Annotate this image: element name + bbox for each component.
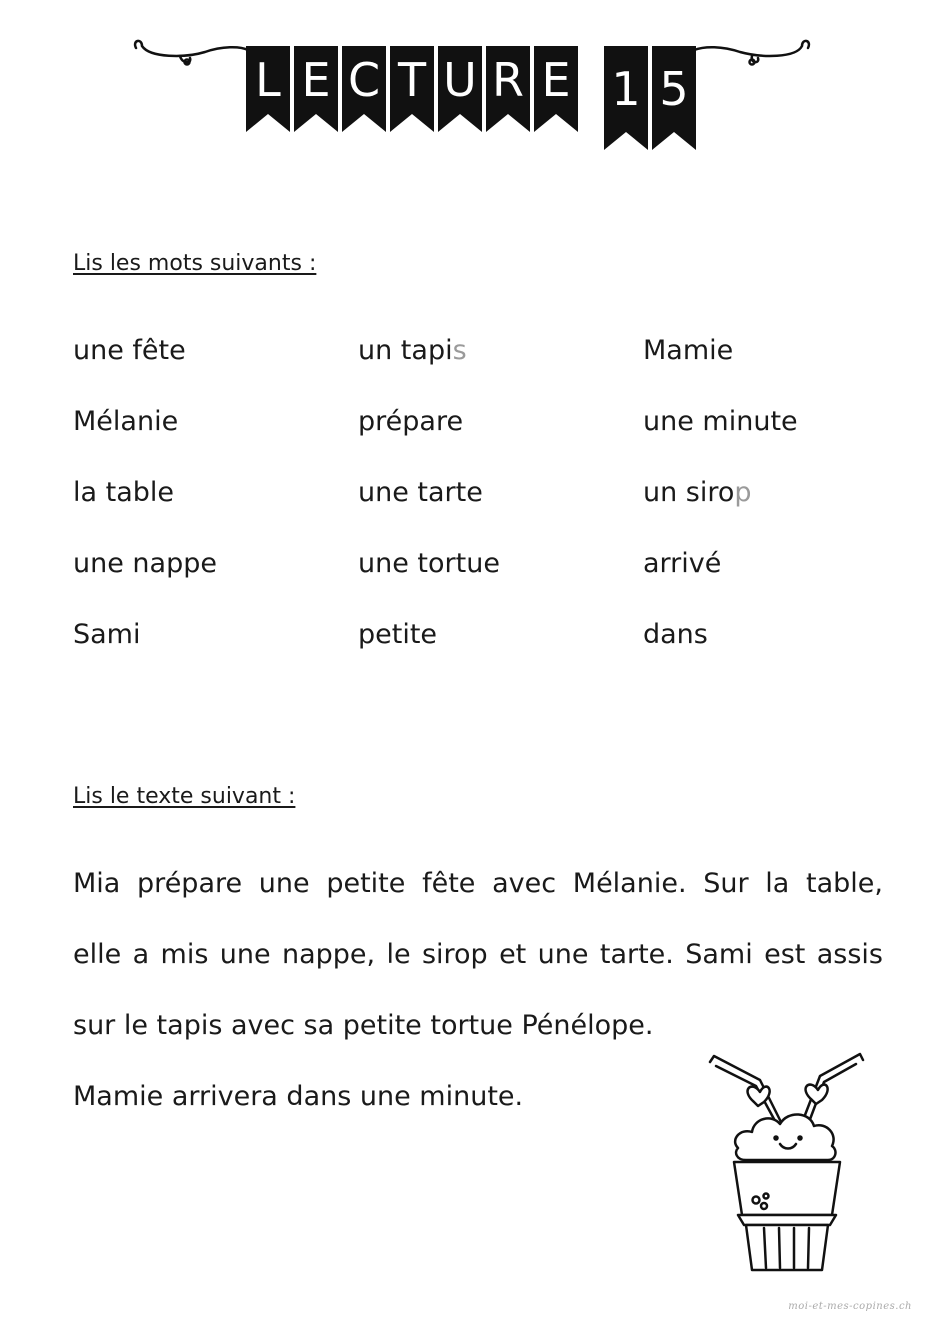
word-item bbox=[358, 475, 643, 546]
word-item bbox=[358, 404, 643, 475]
word-item bbox=[358, 333, 643, 404]
banner-letter: U bbox=[443, 53, 477, 107]
word-item bbox=[73, 404, 358, 475]
banner-letter: 5 bbox=[659, 62, 689, 116]
title-banner bbox=[0, 0, 940, 170]
word-item bbox=[73, 475, 358, 546]
word-item bbox=[73, 333, 358, 404]
text-section-label: Lis le texte suivant : bbox=[73, 784, 296, 809]
banner-letter: E bbox=[541, 53, 571, 107]
word-item bbox=[358, 617, 643, 688]
word-item bbox=[73, 617, 358, 688]
word-text: un siro bbox=[643, 477, 735, 508]
word-text: arrivé bbox=[643, 548, 722, 579]
text-line: Mia prépare une petite fête avec Mélanie. Sur la table, bbox=[73, 868, 883, 899]
word-text: dans bbox=[643, 619, 708, 650]
credit-text: moi-et-mes-copines.ch bbox=[788, 1301, 912, 1312]
banner-letter: T bbox=[397, 53, 427, 107]
word-text: Sami bbox=[73, 619, 141, 650]
word-text: une nappe bbox=[73, 548, 217, 579]
text-line: elle a mis une nappe, le sirop et une tarte. Sami est assis bbox=[73, 939, 883, 970]
word-text: une fête bbox=[73, 335, 186, 366]
word-text: un tapi bbox=[358, 335, 453, 366]
milkshake-icon bbox=[700, 1050, 875, 1275]
title-flags bbox=[246, 46, 578, 132]
word-text: Mélanie bbox=[73, 406, 179, 437]
banner-letter: 1 bbox=[611, 62, 641, 116]
number-flags bbox=[604, 46, 696, 150]
word-item bbox=[643, 333, 893, 404]
banner-flag bbox=[390, 46, 434, 132]
banner-flag bbox=[486, 46, 530, 132]
word-item bbox=[643, 475, 893, 546]
text-line: sur le tapis avec sa petite tortue Pénélope. bbox=[73, 1010, 654, 1041]
word-item bbox=[643, 546, 893, 617]
word-item bbox=[643, 617, 893, 688]
banner-flag bbox=[438, 46, 482, 132]
banner-letter: L bbox=[255, 53, 281, 107]
word-text: une tarte bbox=[358, 477, 483, 508]
banner-letter: R bbox=[492, 53, 524, 107]
word-item bbox=[73, 546, 358, 617]
silent-letter: s bbox=[452, 335, 467, 366]
word-text: Mamie bbox=[643, 335, 734, 366]
word-text: une tortue bbox=[358, 548, 500, 579]
word-text: une minute bbox=[643, 406, 798, 437]
banner-letter: C bbox=[347, 53, 381, 107]
word-text: la table bbox=[73, 477, 175, 508]
banner-flag bbox=[652, 46, 696, 150]
word-list bbox=[73, 333, 893, 688]
word-text: petite bbox=[358, 619, 438, 650]
text-line: Mamie arrivera dans une minute. bbox=[73, 1081, 524, 1112]
silent-letter: p bbox=[734, 477, 752, 508]
banner-flag bbox=[534, 46, 578, 132]
banner-letter: E bbox=[301, 53, 331, 107]
banner-flag bbox=[342, 46, 386, 132]
banner-flag bbox=[604, 46, 648, 150]
word-item bbox=[643, 404, 893, 475]
words-section-label: Lis les mots suivants : bbox=[73, 251, 317, 276]
word-item bbox=[358, 546, 643, 617]
word-text: prépare bbox=[358, 406, 464, 437]
banner-flag bbox=[246, 46, 290, 132]
banner-flag bbox=[294, 46, 338, 132]
